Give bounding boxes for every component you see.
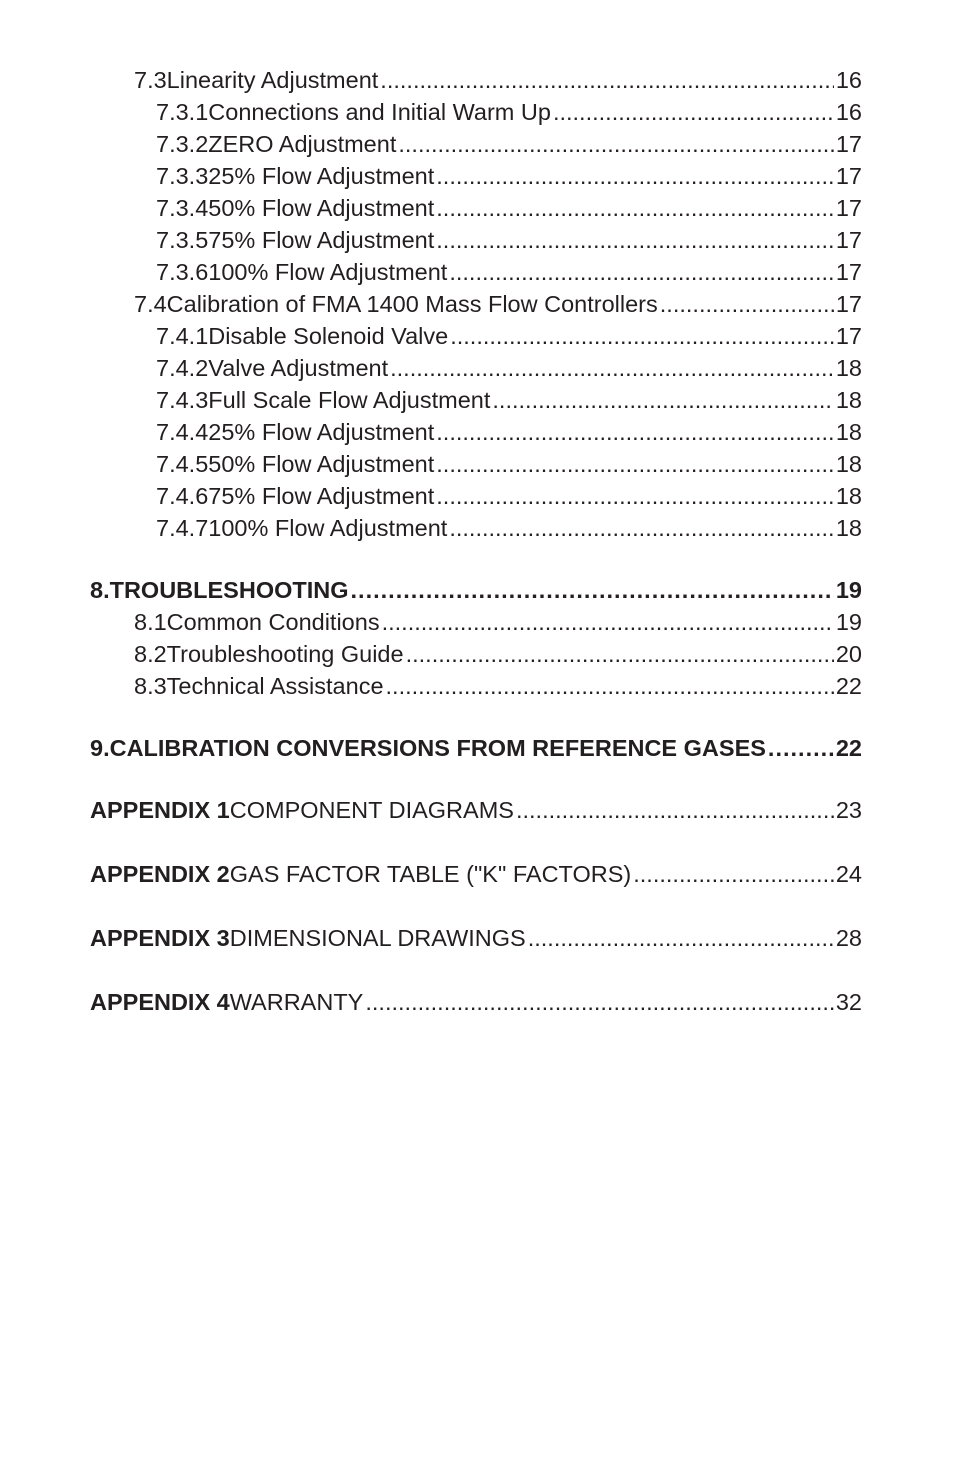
entry-title: Troubleshooting Guide (166, 641, 404, 667)
entry-title: 100% Flow Adjustment (208, 259, 448, 285)
entry-number: 8.3 (134, 673, 167, 699)
entry-page: 17 (835, 227, 862, 253)
entry-page: 19 (835, 609, 862, 635)
entry-number: 7.3.5 (156, 227, 209, 253)
toc-entry-7-4-2[interactable] (90, 352, 862, 384)
dot-leader (449, 512, 834, 544)
appendix-title: GAS FACTOR TABLE ("K" FACTORS) (229, 861, 632, 887)
appendix-label: APPENDIX 2 (90, 861, 230, 887)
appendix-label: APPENDIX 3 (90, 925, 230, 951)
entry-number: 7.3 (134, 67, 167, 93)
dot-leader (406, 638, 834, 670)
entry-title: Valve Adjustment (208, 355, 389, 381)
entry-number: 7.4 (134, 291, 167, 317)
appendix-title: COMPONENT DIAGRAMS (229, 797, 514, 823)
dot-leader (436, 448, 834, 480)
entry-page: 17 (835, 291, 862, 317)
dot-leader (398, 128, 834, 160)
toc-entry-7-3-6[interactable] (90, 256, 862, 288)
entry-number: 7.4.6 (156, 483, 209, 509)
toc-appendix-4[interactable] (90, 986, 862, 1018)
toc-entry-8-3[interactable] (90, 670, 862, 702)
entry-page: 17 (835, 323, 862, 349)
toc-entry-7-3-5[interactable] (90, 224, 862, 256)
toc-entry-7-4-1[interactable] (90, 320, 862, 352)
entry-page: 16 (835, 67, 862, 93)
entry-page: 22 (835, 673, 862, 699)
dot-leader (660, 288, 834, 320)
entry-page: 16 (835, 99, 862, 125)
entry-page: 17 (835, 163, 862, 189)
dot-leader (553, 96, 834, 128)
entry-title: 25% Flow Adjustment (208, 419, 435, 445)
toc-entry-7-4-7[interactable] (90, 512, 862, 544)
toc-entry-7-4-6[interactable] (90, 480, 862, 512)
entry-number: 7.3.1 (156, 99, 209, 125)
entry-page: 20 (835, 641, 862, 667)
toc-entry-7-4-4[interactable] (90, 416, 862, 448)
toc-section-8[interactable] (90, 574, 862, 606)
entry-title: Full Scale Flow Adjustment (208, 387, 491, 413)
appendix-title: WARRANTY (229, 989, 364, 1015)
entry-number: 8.2 (134, 641, 167, 667)
entry-page: 18 (835, 515, 862, 541)
entry-page: 18 (835, 387, 862, 413)
entry-page: 17 (835, 195, 862, 221)
entry-number: 7.3.3 (156, 163, 209, 189)
entry-title: 75% Flow Adjustment (208, 227, 435, 253)
toc-entry-8-2[interactable] (90, 638, 862, 670)
entry-title: ZERO Adjustment (208, 131, 397, 157)
entry-page: 18 (835, 419, 862, 445)
entry-number: 7.4.2 (156, 355, 209, 381)
entry-title: 50% Flow Adjustment (208, 195, 435, 221)
toc-section-9[interactable] (90, 732, 862, 764)
entry-title: 25% Flow Adjustment (208, 163, 435, 189)
table-of-contents (90, 64, 862, 1018)
dot-leader (528, 922, 834, 954)
entry-page: 18 (835, 355, 862, 381)
dot-leader (386, 670, 834, 702)
toc-appendix-1[interactable] (90, 794, 862, 826)
dot-leader (633, 858, 834, 890)
dot-leader (436, 160, 834, 192)
dot-leader (390, 352, 834, 384)
toc-entry-7-3-2[interactable] (90, 128, 862, 160)
appendix-title: DIMENSIONAL DRAWINGS (229, 925, 526, 951)
entry-number: 7.3.4 (156, 195, 209, 221)
toc-entry-7-3-1[interactable] (90, 96, 862, 128)
entry-number: 7.4.3 (156, 387, 209, 413)
dot-leader (365, 986, 834, 1018)
dot-leader (380, 64, 834, 96)
entry-title: Disable Solenoid Valve (208, 323, 449, 349)
dot-leader (436, 192, 834, 224)
toc-appendix-2[interactable] (90, 858, 862, 890)
appendix-page: 32 (835, 989, 862, 1015)
section-page: 19 (835, 577, 862, 603)
dot-leader (492, 384, 833, 416)
section-title: CALIBRATION CONVERSIONS FROM REFERENCE GASES (109, 735, 766, 761)
entry-number: 7.4.7 (156, 515, 209, 541)
entry-page: 17 (835, 259, 862, 285)
dot-leader (768, 732, 834, 764)
appendix-page: 23 (835, 797, 862, 823)
entry-page: 18 (835, 451, 862, 477)
entry-title: Linearity Adjustment (166, 67, 379, 93)
entry-number: 7.4.1 (156, 323, 209, 349)
toc-entry-7-3-3[interactable] (90, 160, 862, 192)
entry-number: 8.1 (134, 609, 167, 635)
dot-leader (436, 224, 834, 256)
entry-number: 7.4.4 (156, 419, 209, 445)
dot-leader (436, 480, 834, 512)
entry-title: Common Conditions (166, 609, 380, 635)
appendix-label: APPENDIX 1 (90, 797, 230, 823)
dot-leader (436, 416, 834, 448)
dot-leader (449, 256, 834, 288)
entry-number: 7.4.5 (156, 451, 209, 477)
section-title: TROUBLESHOOTING (109, 577, 349, 603)
toc-entry-7-3-4[interactable] (90, 192, 862, 224)
entry-title: 50% Flow Adjustment (208, 451, 435, 477)
entry-page: 17 (835, 131, 862, 157)
appendix-page: 24 (835, 861, 862, 887)
section-number: 8. (90, 577, 110, 603)
dot-leader (516, 794, 834, 826)
entry-title: Technical Assistance (166, 673, 384, 699)
toc-entry-8-1[interactable] (90, 606, 862, 638)
toc-entry-7-3[interactable] (90, 64, 862, 96)
section-page: 22 (835, 735, 862, 761)
entry-number: 7.3.2 (156, 131, 209, 157)
entry-number: 7.3.6 (156, 259, 209, 285)
toc-appendix-3[interactable] (90, 922, 862, 954)
dot-leader (382, 606, 834, 638)
entry-page: 18 (835, 483, 862, 509)
entry-title: 100% Flow Adjustment (208, 515, 448, 541)
entry-title: Calibration of FMA 1400 Mass Flow Controllers (166, 291, 658, 317)
appendix-page: 28 (835, 925, 862, 951)
toc-entry-7-4-5[interactable] (90, 448, 862, 480)
dot-leader (351, 574, 834, 606)
toc-entry-7-4-3[interactable] (90, 384, 862, 416)
entry-title: 75% Flow Adjustment (208, 483, 435, 509)
section-number: 9. (90, 735, 110, 761)
appendix-label: APPENDIX 4 (90, 989, 230, 1015)
dot-leader (450, 320, 834, 352)
entry-title: Connections and Initial Warm Up (208, 99, 551, 125)
toc-entry-7-4[interactable] (90, 288, 862, 320)
